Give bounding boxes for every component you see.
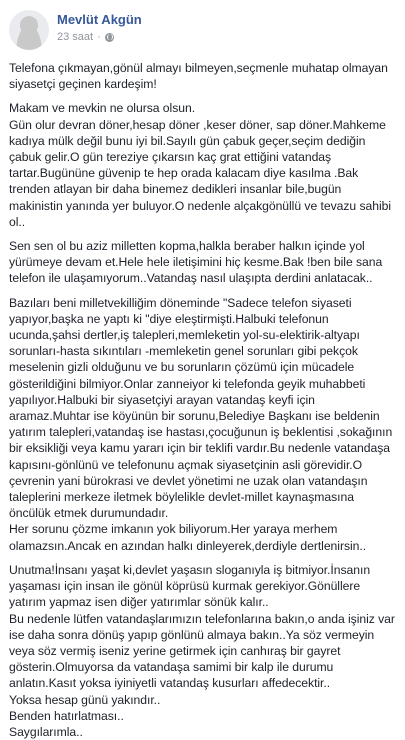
author-avatar[interactable]: [9, 10, 49, 50]
post-subline: [57, 30, 142, 45]
author-name[interactable]: Mevlüt Akgün: [57, 12, 142, 27]
post-paragraph: Sen sen ol bu aziz milletten kopma,halkla beraber halkın içinde yol yürümeye devam et.Hele hele iletişimini hiç kesme.Bak !ben bile sana telefon ile ulaşamıyorum..Vatandaş nasıl ulaşıpta derdini anlatacak..: [9, 239, 383, 286]
post-paragraph: Makam ve mevkin ne olursa olsun. Gün olur devran döner,hesap döner ,keser döner, sap döner.Mahkeme kadıya mülk değil bunu iyi bil.Sayılı gün çabuk geçer,seçim dediğin çabuk gelir.O gün tereziye çıkarsın kaç grat ettiğini vatandaş tartar.Bugününe güvenip te hep orada kalacam diye kasılma .Bak trenden atlayan bir daha binemez dedikleri insanlar bile,bugün makinistin yanında yer buluyor.O nedenle alçakgönüllü ve tevazu sahibi ol..: [9, 101, 391, 229]
globe-icon[interactable]: [105, 33, 114, 42]
post-body: [9, 60, 396, 740]
post-timestamp[interactable]: 23 saat: [57, 31, 94, 43]
post-meta: [57, 10, 142, 45]
separator-dot: ·: [97, 31, 101, 43]
post-header: [9, 10, 396, 54]
post-paragraph: Bazıları beni milletvekilliğim döneminde "Sadece telefon siyaseti yapıyor,başka ne yaptı ki "diye eleştirmişti.Halbuki telefonun ucunda,şahsi dertler,iş talepleri,memleketin yol-su-elektirik-altyapı sorunları-hasta sıkıntıları -memleketin genel sorunları gibi pekçok meselenin gizli olduğunu ve bu sorunların çözümü için mücadele gösterildiğini bilmiyor.Onlar zanneiyor ki telefonda geyik muhabbeti yapılıyor.Halbuki bir siyasetçiyi arayan vatandaş keyfi için aramaz.Muhtar ise köyünün bir sorunu,Belediye Başkanı ise beldenin yatırım talepleri,vatandaş ise hastası,çocuğunun iş beklentisi ,sokağının bir eksikliği veya kamu yararı için bir teklifi vardır.Bu nedenle vatandaşa kapısını-gönlünü ve telefonunu açmak siyasetçinin asli görevidir.O çevrenin yani bürokrasi ve devlet yönetimi ne uzak olan vatandaşın taleplerini merkeze iletmek böylelikle devlet-millet kaynaşmasına öncülük etmek durumundadır. Her sorunu çözme imkanın yok biliyorum.Her yaraya merhem olamazsın.Ancak en azından halkı dinleyerek,derdiyle dertlenirsin..: [9, 295, 393, 553]
post-paragraph: Unutma!İnsanı yaşat ki,devlet yaşasın sloganıyla iş bitmiyor.İnsanın yaşaması için insan ile gönül köprüsü kurmak gerekiyor.Gönüllere yatırım yapmaz isen diğer yatırımlar sönük kalır.. Bu nedenle lütfen vatandaşlarımızın telefonlarına bakın,o anda işiniz var ise daha sonra dönüş yapıp gönlünü almaya bakın..Ya söz vermeyin veya söz vermiş iseniz yerine getirmek için canhıraş bir gayret gösterin.Olmuyorsa da vatandaşa samimi bir kalp ile durumu anlatın.Kasıt yoksa iyiniyetli vatandaş kusurları affedecektir.. Yoksa hesap günü yakındır.. Benden hatırlatması.. Saygılarımla..: [9, 562, 395, 739]
post-paragraph: Telefona çıkmayan,gönül almayı bilmeyen,seçmenle muhatap olmayan siyasetçi geçinen kardeşim!: [9, 61, 388, 92]
